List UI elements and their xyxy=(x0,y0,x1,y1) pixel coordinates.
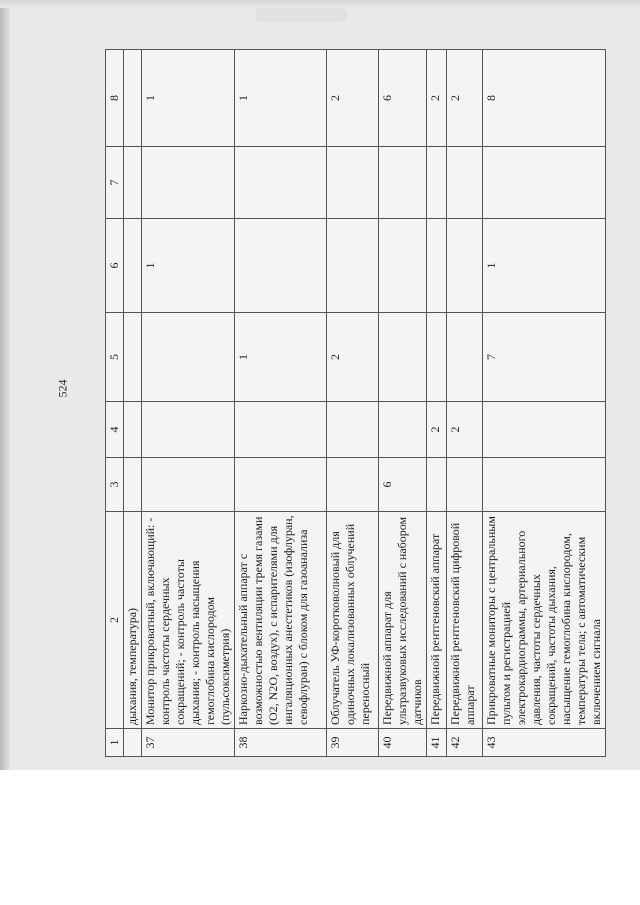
cell-col3 xyxy=(142,458,235,512)
cell-col5 xyxy=(142,313,235,402)
cell-col3: 6 xyxy=(379,458,427,512)
cell-col5: 2 xyxy=(327,313,379,402)
cell-col8 xyxy=(124,50,142,147)
col-header-1: 1 xyxy=(106,729,124,757)
cell-number: 43 xyxy=(483,729,606,757)
col-header-8: 8 xyxy=(106,50,124,147)
cell-number: 37 xyxy=(142,729,235,757)
cell-name: дыхания, температура) xyxy=(124,512,142,729)
cell-col7 xyxy=(327,147,379,219)
table-row xyxy=(427,50,447,757)
cell-col4: 2 xyxy=(427,402,447,458)
cell-col7 xyxy=(483,147,606,219)
cell-col7 xyxy=(142,147,235,219)
cell-number: 38 xyxy=(235,729,327,757)
cell-col8: 6 xyxy=(379,50,427,147)
cell-number: 41 xyxy=(427,729,447,757)
cell-col3 xyxy=(427,458,447,512)
cell-col8: 2 xyxy=(327,50,379,147)
cell-col3 xyxy=(327,458,379,512)
table-row xyxy=(447,50,483,757)
cell-col7 xyxy=(124,147,142,219)
cell-col6 xyxy=(379,219,427,313)
col-header-3: 3 xyxy=(106,458,124,512)
cell-name: Монитор прикроватный, включающий: - контроль частоты сердечных сокращений; - контроль частоты дыхания; - контроль насыщения гемоглобина кислородом (пульсоксиметрия) xyxy=(142,512,235,729)
cell-name: Прикроватные мониторы с центральным пультом и регистрацией электрокардиограммы, артериального давления, частоты сердечных сокращений, частоты дыхания, насыщение гемоглобина кислородом, температуры тела; с автоматическим включением сигнала xyxy=(483,512,606,729)
cell-col4 xyxy=(142,402,235,458)
col-header-2: 2 xyxy=(106,512,124,729)
scan-smudge xyxy=(255,8,347,22)
col-header-6: 6 xyxy=(106,219,124,313)
rotated-table-wrapper xyxy=(105,50,603,757)
scan-shadow-top xyxy=(0,0,640,8)
cell-col8: 2 xyxy=(427,50,447,147)
header-row xyxy=(106,50,124,757)
table-row xyxy=(483,50,606,757)
cell-col3 xyxy=(483,458,606,512)
table-row-continuation xyxy=(124,50,142,757)
cell-col5: 1 xyxy=(235,313,327,402)
cell-col3 xyxy=(447,458,483,512)
cell-col8: 1 xyxy=(142,50,235,147)
table-row xyxy=(235,50,327,757)
cell-col4 xyxy=(124,402,142,458)
col-header-4: 4 xyxy=(106,402,124,458)
cell-col4 xyxy=(327,402,379,458)
cell-col6 xyxy=(327,219,379,313)
cell-col8: 1 xyxy=(235,50,327,147)
cell-col3 xyxy=(124,458,142,512)
cell-col6: 1 xyxy=(142,219,235,313)
cell-col5 xyxy=(427,313,447,402)
cell-col6 xyxy=(235,219,327,313)
cell-col6 xyxy=(124,219,142,313)
cell-number: 40 xyxy=(379,729,427,757)
table-row xyxy=(327,50,379,757)
table-row xyxy=(379,50,427,757)
cell-col7 xyxy=(427,147,447,219)
cell-name: Передвижной аппарат для ультразвуковых исследований с набором датчиков xyxy=(379,512,427,729)
cell-col7 xyxy=(447,147,483,219)
cell-col5: 7 xyxy=(483,313,606,402)
cell-col5 xyxy=(379,313,427,402)
cell-col4 xyxy=(379,402,427,458)
equipment-table xyxy=(105,49,606,757)
cell-col4 xyxy=(483,402,606,458)
cell-name: Наркозно-дыхательный аппарат с возможностью вентиляции тремя газами (O2, N2O, воздух), с испарителями для ингаляционных анестетиков (изофлуран, севофлуран) с блоком для газоанализа xyxy=(235,512,327,729)
table-row xyxy=(142,50,235,757)
cell-number: 39 xyxy=(327,729,379,757)
cell-col8: 2 xyxy=(447,50,483,147)
cell-number xyxy=(124,729,142,757)
cell-name: Облучатель УФ-коротковолновый для одиночных локализованных облучений переносный xyxy=(327,512,379,729)
col-header-7: 7 xyxy=(106,147,124,219)
cell-name: Передвижной рентгеновский аппарат xyxy=(427,512,447,729)
cell-col7 xyxy=(379,147,427,219)
cell-col5 xyxy=(447,313,483,402)
cell-col6 xyxy=(427,219,447,313)
cell-col4 xyxy=(235,402,327,458)
page-number: 524 xyxy=(55,379,70,398)
cell-name: Передвижной рентгеновский цифровой аппарат xyxy=(447,512,483,729)
scan-shadow-left xyxy=(0,0,10,770)
cell-col8: 8 xyxy=(483,50,606,147)
cell-col6: 1 xyxy=(483,219,606,313)
col-header-5: 5 xyxy=(106,313,124,402)
cell-col3 xyxy=(235,458,327,512)
cell-col7 xyxy=(235,147,327,219)
cell-col5 xyxy=(124,313,142,402)
cell-col6 xyxy=(447,219,483,313)
cell-col4: 2 xyxy=(447,402,483,458)
cell-number: 42 xyxy=(447,729,483,757)
